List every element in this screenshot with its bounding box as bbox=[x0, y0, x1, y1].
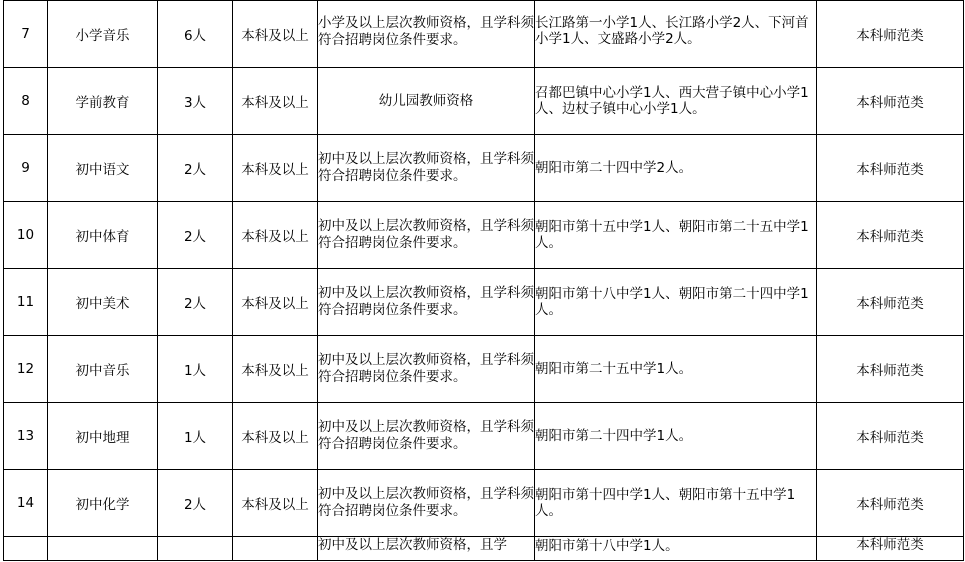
education-cell: 本科及以上 bbox=[233, 336, 318, 403]
placement-cell: 朝阳市第十八中学1人。 bbox=[535, 537, 817, 561]
education-cell bbox=[233, 537, 318, 561]
category-cell: 本科师范类 bbox=[817, 403, 964, 470]
education-cell: 本科及以上 bbox=[233, 403, 318, 470]
subject-cell: 初中音乐 bbox=[48, 336, 158, 403]
qualification-cell: 初中及以上层次教师资格，且学科须符合招聘岗位条件要求。 bbox=[318, 202, 535, 269]
education-cell: 本科及以上 bbox=[233, 269, 318, 336]
table-row bbox=[4, 403, 964, 470]
count-cell bbox=[158, 537, 233, 561]
qualification-cell: 初中及以上层次教师资格，且学科须符合招聘岗位条件要求。 bbox=[318, 403, 535, 470]
subject-cell: 初中地理 bbox=[48, 403, 158, 470]
placement-cell: 朝阳市第十八中学1人、朝阳市第二十四中学1人。 bbox=[535, 269, 817, 336]
count-cell: 1人 bbox=[158, 403, 233, 470]
education-cell: 本科及以上 bbox=[233, 1, 318, 68]
qualification-cell: 初中及以上层次教师资格，且学科须符合招聘岗位条件要求。 bbox=[318, 470, 535, 537]
placement-cell: 朝阳市第二十五中学1人。 bbox=[535, 336, 817, 403]
category-cell: 本科师范类 bbox=[817, 470, 964, 537]
subject-cell bbox=[48, 537, 158, 561]
category-cell: 本科师范类 bbox=[817, 537, 964, 561]
education-cell: 本科及以上 bbox=[233, 202, 318, 269]
subject-cell: 初中体育 bbox=[48, 202, 158, 269]
row-number: 8 bbox=[4, 68, 48, 135]
placement-cell: 召都巴镇中心小学1人、西大营子镇中心小学1人、边杖子镇中心小学1人。 bbox=[535, 68, 817, 135]
table-row bbox=[4, 336, 964, 403]
placement-cell: 朝阳市第二十四中学1人。 bbox=[535, 403, 817, 470]
placement-cell: 朝阳市第十五中学1人、朝阳市第二十五中学1人。 bbox=[535, 202, 817, 269]
subject-cell: 小学音乐 bbox=[48, 1, 158, 68]
count-cell: 6人 bbox=[158, 1, 233, 68]
table-row bbox=[4, 1, 964, 68]
placement-cell: 长江路第一小学1人、长江路小学2人、下河首小学1人、文盛路小学2人。 bbox=[535, 1, 817, 68]
category-cell: 本科师范类 bbox=[817, 269, 964, 336]
placement-cell: 朝阳市第十四中学1人、朝阳市第十五中学1人。 bbox=[535, 470, 817, 537]
qualification-cell: 小学及以上层次教师资格，且学科须符合招聘岗位条件要求。 bbox=[318, 1, 535, 68]
recruitment-table bbox=[3, 0, 964, 561]
subject-cell: 初中语文 bbox=[48, 135, 158, 202]
count-cell: 3人 bbox=[158, 68, 233, 135]
count-cell: 2人 bbox=[158, 269, 233, 336]
qualification-cell: 初中及以上层次教师资格，且学科须符合招聘岗位条件要求。 bbox=[318, 269, 535, 336]
category-cell: 本科师范类 bbox=[817, 135, 964, 202]
table-row bbox=[4, 537, 964, 561]
table-row bbox=[4, 68, 964, 135]
row-number: 10 bbox=[4, 202, 48, 269]
count-cell: 2人 bbox=[158, 470, 233, 537]
table-row bbox=[4, 202, 964, 269]
education-cell: 本科及以上 bbox=[233, 470, 318, 537]
row-number: 11 bbox=[4, 269, 48, 336]
row-number: 14 bbox=[4, 470, 48, 537]
category-cell: 本科师范类 bbox=[817, 1, 964, 68]
qualification-cell: 幼儿园教师资格 bbox=[318, 68, 535, 135]
education-cell: 本科及以上 bbox=[233, 135, 318, 202]
count-cell: 1人 bbox=[158, 336, 233, 403]
row-number: 7 bbox=[4, 1, 48, 68]
count-cell: 2人 bbox=[158, 135, 233, 202]
placement-cell: 朝阳市第二十四中学2人。 bbox=[535, 135, 817, 202]
category-cell: 本科师范类 bbox=[817, 336, 964, 403]
table-row bbox=[4, 470, 964, 537]
education-cell: 本科及以上 bbox=[233, 68, 318, 135]
row-number: 13 bbox=[4, 403, 48, 470]
subject-cell: 学前教育 bbox=[48, 68, 158, 135]
qualification-cell: 初中及以上层次教师资格，且学科须符合招聘岗位条件要求。 bbox=[318, 135, 535, 202]
row-number: 12 bbox=[4, 336, 48, 403]
row-number: 9 bbox=[4, 135, 48, 202]
table-row bbox=[4, 269, 964, 336]
subject-cell: 初中美术 bbox=[48, 269, 158, 336]
qualification-cell: 初中及以上层次教师资格，且学 bbox=[318, 537, 535, 561]
row-number bbox=[4, 537, 48, 561]
qualification-cell: 初中及以上层次教师资格，且学科须符合招聘岗位条件要求。 bbox=[318, 336, 535, 403]
category-cell: 本科师范类 bbox=[817, 202, 964, 269]
count-cell: 2人 bbox=[158, 202, 233, 269]
table-row bbox=[4, 135, 964, 202]
category-cell: 本科师范类 bbox=[817, 68, 964, 135]
subject-cell: 初中化学 bbox=[48, 470, 158, 537]
